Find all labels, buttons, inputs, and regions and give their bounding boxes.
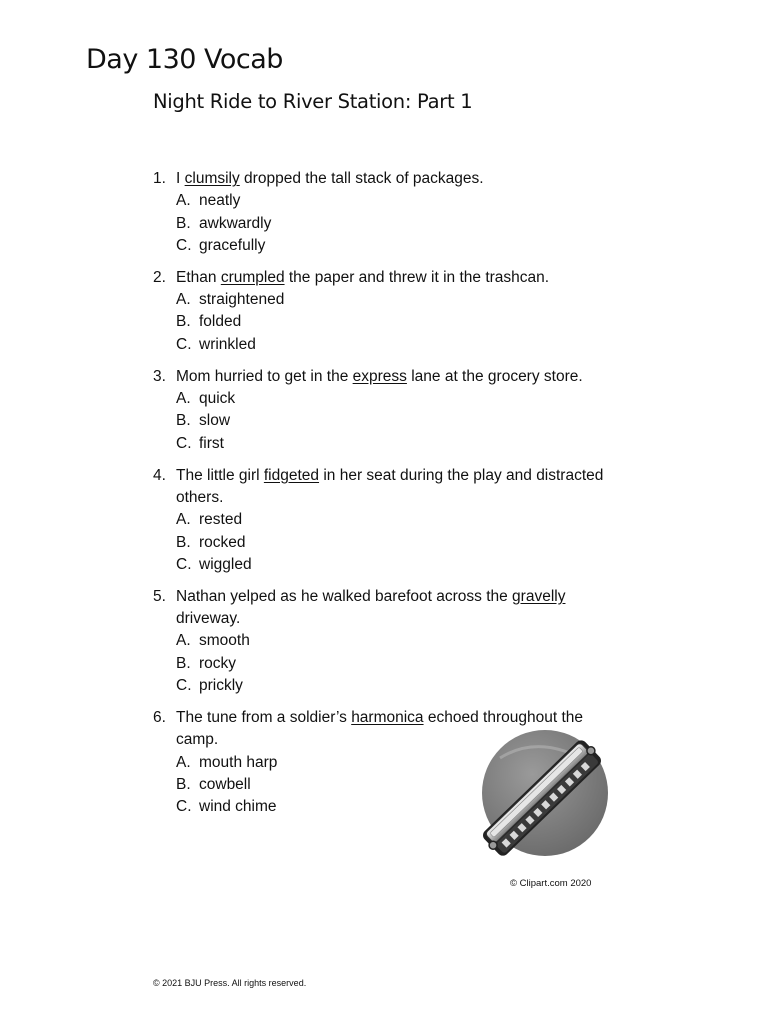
stem-text: Ethan xyxy=(176,268,221,286)
question-number: 6. xyxy=(153,708,166,726)
option-text: mouth harp xyxy=(199,753,278,771)
option-text: wiggled xyxy=(199,555,252,573)
answer-option xyxy=(176,532,623,554)
stem-text: Mom hurried to get in the xyxy=(176,367,353,385)
answer-option xyxy=(176,388,623,410)
option-letter: C. xyxy=(176,335,192,353)
harmonica-icon xyxy=(470,728,615,866)
vocab-word: fidgeted xyxy=(263,466,320,484)
page-title: Day 130 Vocab xyxy=(86,44,283,75)
option-text: wrinkled xyxy=(199,335,256,353)
option-letter: A. xyxy=(176,632,191,650)
option-letter: B. xyxy=(176,533,191,551)
option-letter: A. xyxy=(176,390,191,408)
option-text: rested xyxy=(199,511,243,529)
option-letter: A. xyxy=(176,753,191,771)
vocab-word: gravelly xyxy=(512,587,566,605)
question-item xyxy=(153,465,623,576)
option-list xyxy=(176,388,623,455)
stem-text: lane at the grocery store. xyxy=(406,367,583,385)
option-text: neatly xyxy=(199,192,241,210)
stem-text: in her seat during the play and distracted others. xyxy=(176,466,604,506)
option-text: prickly xyxy=(199,676,243,694)
option-text: rocky xyxy=(199,654,237,672)
copyright-footer: © 2021 BJU Press. All rights reserved. xyxy=(153,978,307,988)
stem-text: The little girl xyxy=(176,466,264,484)
answer-option xyxy=(176,653,623,675)
question-item xyxy=(153,366,623,455)
option-letter: B. xyxy=(176,214,191,232)
stem-text: driveway. xyxy=(176,610,241,628)
question-stem xyxy=(176,168,623,190)
answer-option xyxy=(176,554,623,576)
question-item xyxy=(153,586,623,697)
stem-text: dropped the tall stack of packages. xyxy=(239,170,484,187)
question-number: 4. xyxy=(153,466,166,484)
option-text: wind chime xyxy=(199,798,277,816)
question-number: 3. xyxy=(153,367,166,385)
question-item xyxy=(153,168,623,257)
vocab-word: express xyxy=(352,367,407,385)
stem-text: echoed throughout the camp. xyxy=(176,708,583,749)
option-text: cowbell xyxy=(199,775,251,793)
option-letter: B. xyxy=(176,654,191,672)
option-letter: C. xyxy=(176,236,192,254)
option-list xyxy=(176,289,623,356)
answer-option xyxy=(176,410,623,432)
option-text: smooth xyxy=(199,632,250,650)
option-letter: B. xyxy=(176,412,191,430)
stem-text: The tune from a soldier’s xyxy=(176,708,352,726)
answer-option xyxy=(176,675,623,697)
option-text: straightened xyxy=(199,291,285,309)
option-text: rocked xyxy=(199,533,246,551)
vocab-word: harmonica xyxy=(351,708,424,726)
option-letter: C. xyxy=(176,434,192,452)
answer-option xyxy=(176,235,623,257)
answer-option xyxy=(176,213,623,235)
question-stem xyxy=(176,267,623,289)
option-letter: C. xyxy=(176,798,192,816)
option-list xyxy=(176,630,623,697)
harmonica-clipart xyxy=(470,728,615,866)
question-stem xyxy=(176,366,623,388)
option-letter: C. xyxy=(176,676,192,694)
option-letter: C. xyxy=(176,555,192,573)
image-credit: © Clipart.com 2020 xyxy=(510,878,592,889)
option-list xyxy=(176,190,623,257)
option-text: first xyxy=(199,434,224,452)
option-letter: B. xyxy=(176,775,191,793)
answer-option xyxy=(176,334,623,356)
option-list xyxy=(176,509,623,576)
answer-option xyxy=(176,190,623,212)
option-text: quick xyxy=(199,390,236,408)
question-number: 1. xyxy=(153,170,166,187)
answer-option xyxy=(176,289,623,311)
option-text: folded xyxy=(199,313,242,331)
option-text: slow xyxy=(199,412,231,430)
option-letter: A. xyxy=(176,192,191,210)
answer-option xyxy=(176,630,623,652)
option-letter: A. xyxy=(176,291,191,309)
question-stem xyxy=(176,465,623,510)
stem-text: I xyxy=(176,170,185,187)
answer-option xyxy=(176,509,623,531)
stem-text: Nathan yelped as he walked barefoot across the xyxy=(176,587,513,605)
option-letter: B. xyxy=(176,313,191,331)
vocab-word: crumpled xyxy=(220,268,285,286)
stem-text: the paper and threw it in the trashcan. xyxy=(284,268,550,286)
question-number: 2. xyxy=(153,268,166,286)
option-letter: A. xyxy=(176,511,191,529)
option-text: awkwardly xyxy=(199,214,272,232)
answer-option xyxy=(176,311,623,333)
question-number: 5. xyxy=(153,587,166,605)
option-text: gracefully xyxy=(199,236,266,254)
question-item xyxy=(153,267,623,356)
answer-option xyxy=(176,433,623,455)
vocab-word: clumsily xyxy=(184,170,240,187)
question-stem xyxy=(176,586,623,631)
page-subtitle: Night Ride to River Station: Part 1 xyxy=(153,90,473,113)
